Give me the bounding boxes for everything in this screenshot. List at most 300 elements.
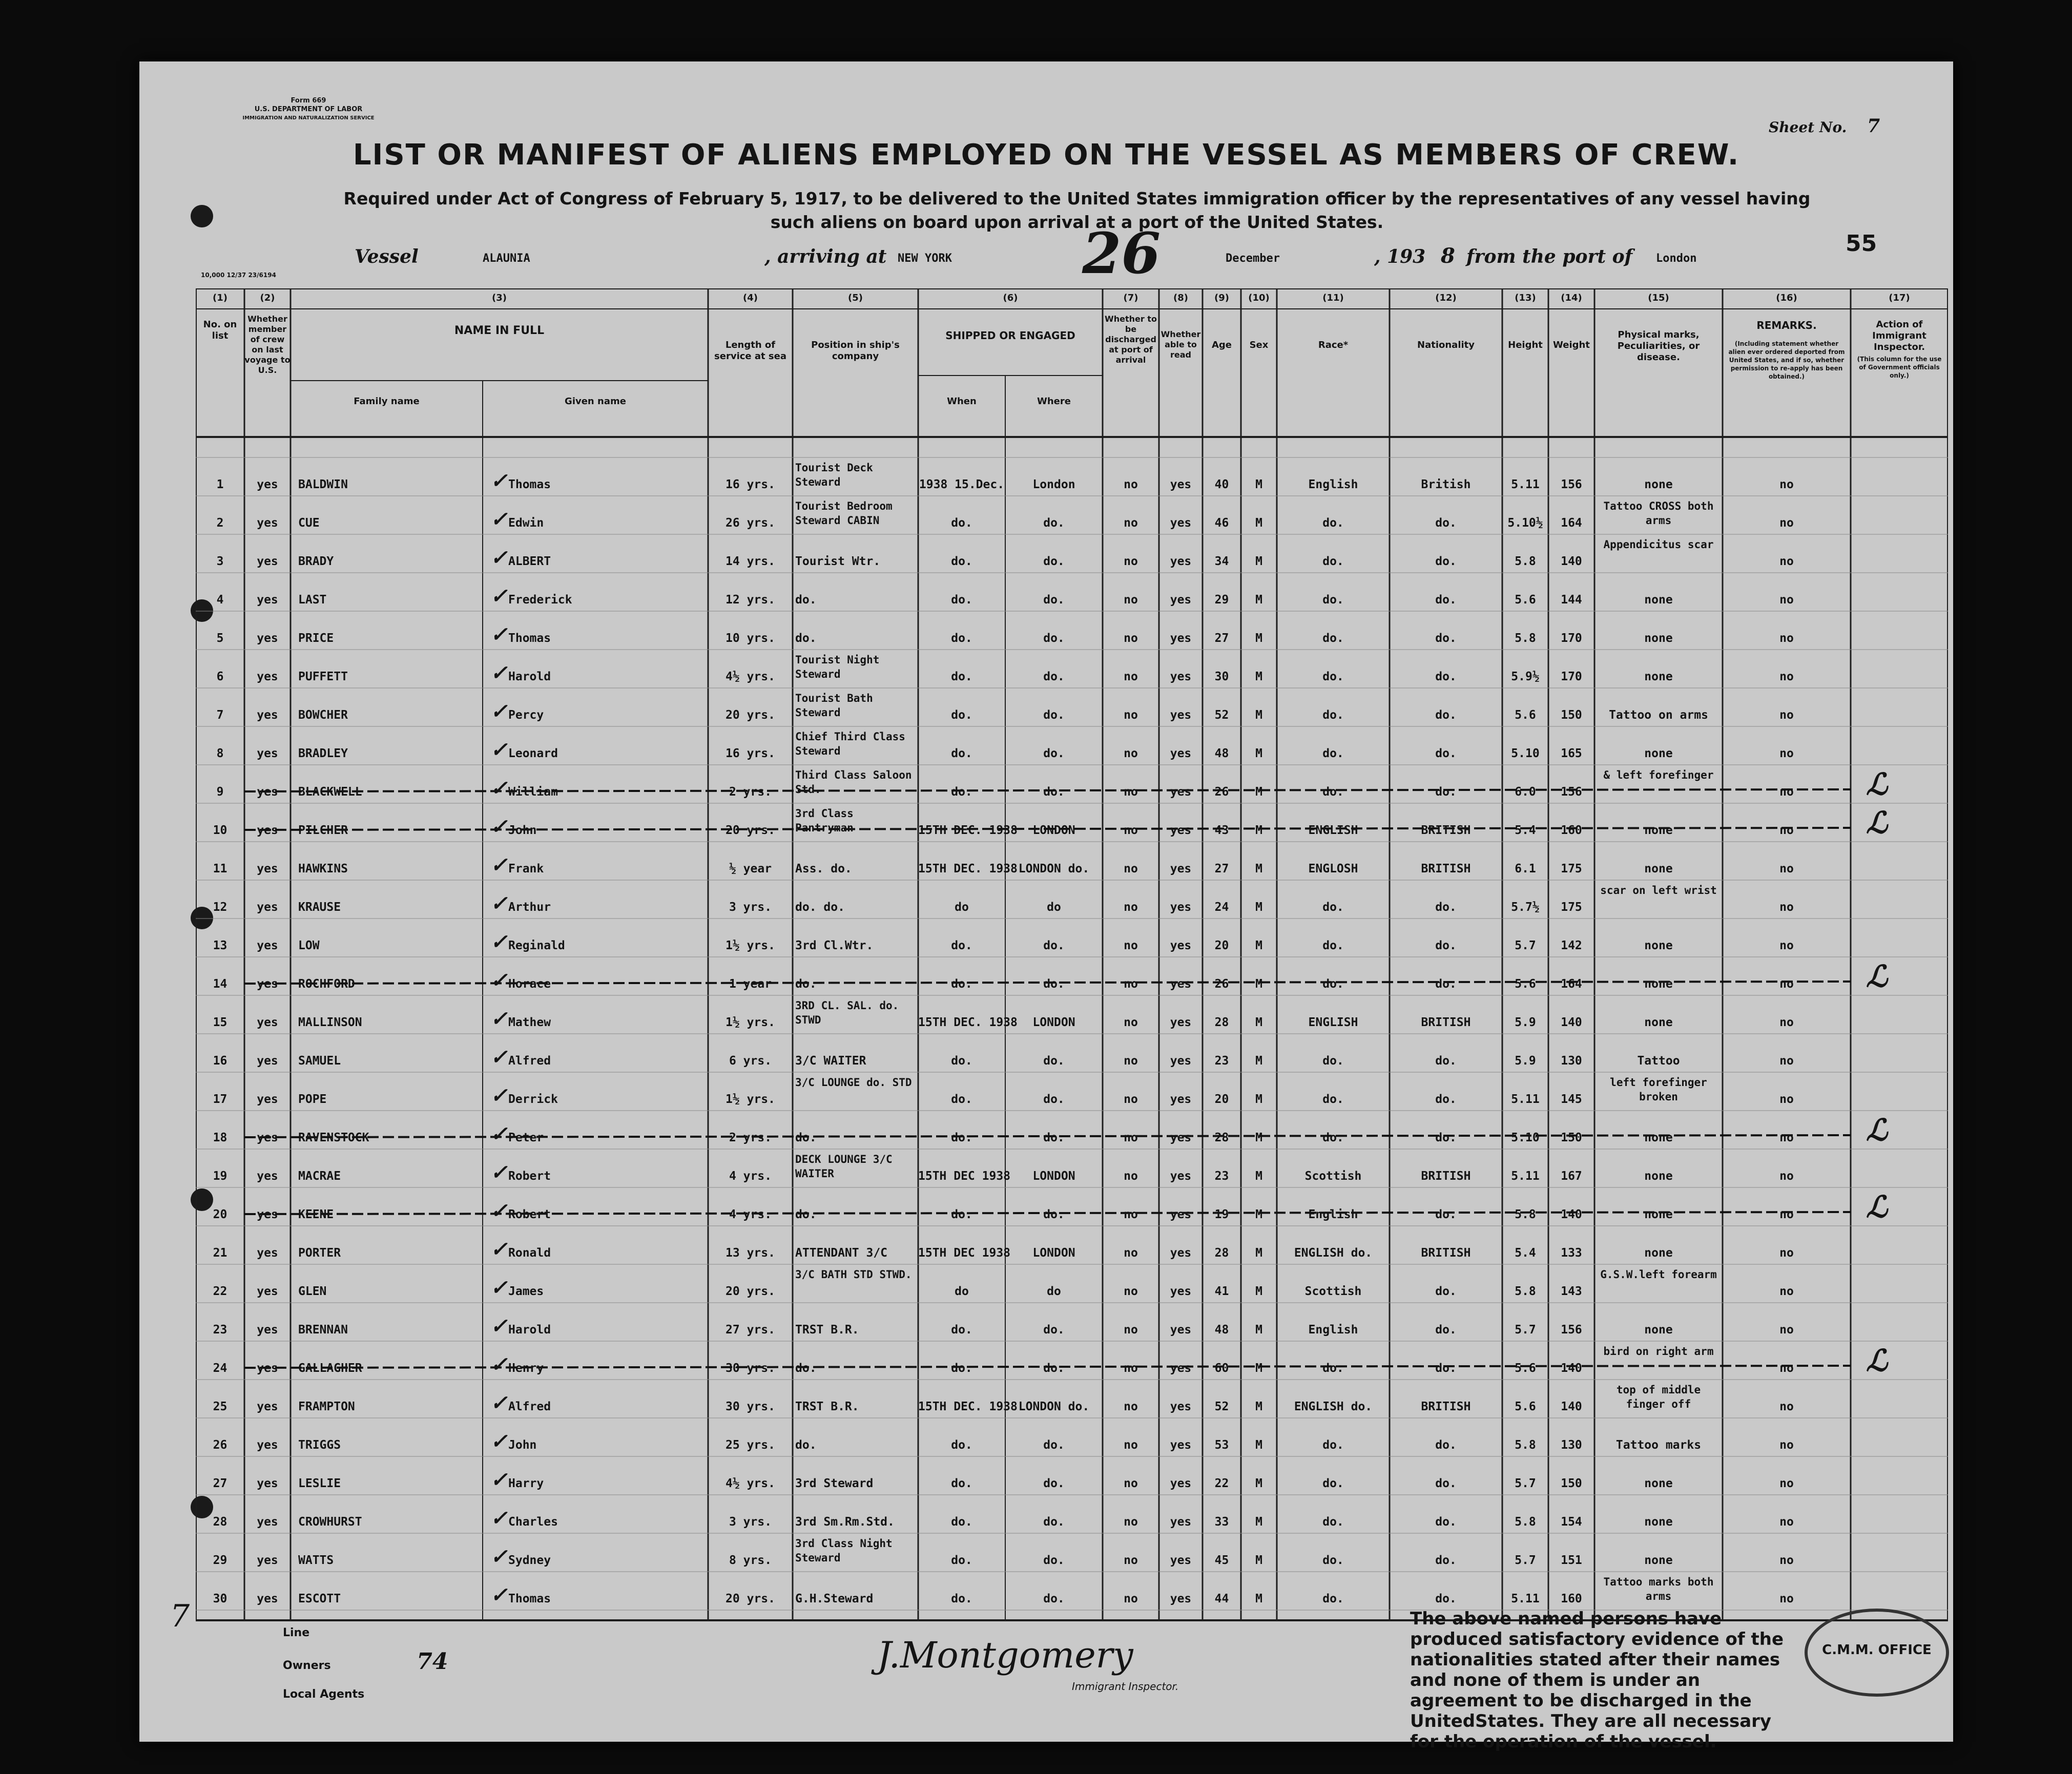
- cell-family: LOW: [298, 939, 320, 952]
- cell-last: yes: [257, 1016, 278, 1029]
- cell-read: yes: [1170, 708, 1192, 722]
- cell-where: do: [1047, 1285, 1061, 1298]
- cell-weight: 140: [1561, 1208, 1582, 1221]
- cell-family: PUFFETT: [298, 670, 348, 683]
- cell-no: 26: [213, 1438, 227, 1452]
- header-num-9: (9): [1214, 293, 1229, 303]
- cell-marks: none: [1644, 593, 1673, 607]
- cell-last: yes: [257, 785, 278, 799]
- cell-where: do: [1047, 901, 1061, 914]
- cell-marks: Tattoo CROSS both arms: [1603, 500, 1714, 527]
- cell-given: John: [508, 1438, 537, 1452]
- cell-no: 22: [213, 1285, 227, 1298]
- cell-when: 15TH DEC. 1938: [918, 824, 1018, 837]
- cell-remarks: no: [1779, 1438, 1794, 1452]
- cell-sex: M: [1255, 1323, 1262, 1337]
- check-mark-icon: ✓: [490, 546, 508, 570]
- check-mark-icon: ✓: [490, 968, 508, 992]
- cell-no: 7: [216, 708, 224, 722]
- cell-read: yes: [1170, 1093, 1192, 1106]
- cell-last: yes: [257, 1438, 278, 1452]
- cell-remarks: no: [1779, 901, 1794, 914]
- cell-position: do.: [795, 1131, 817, 1144]
- cell-service: 2 yrs.: [729, 1131, 772, 1144]
- cell-given: Harry: [508, 1477, 544, 1490]
- cell-sex: M: [1255, 1592, 1262, 1605]
- cell-given: Leonard: [508, 747, 558, 760]
- header-num-10: (10): [1248, 293, 1270, 303]
- cell-race: do.: [1322, 1554, 1344, 1567]
- cell-nationality: do.: [1435, 1477, 1457, 1490]
- year-label: , 193: [1374, 246, 1426, 267]
- cell-sex: M: [1255, 1285, 1262, 1298]
- check-mark-icon: ✓: [490, 1545, 508, 1569]
- cell-race: do.: [1322, 1131, 1344, 1144]
- cell-weight: 164: [1561, 977, 1582, 991]
- cell-age: 20: [1214, 939, 1229, 952]
- cell-position: Tourist Wtr.: [795, 555, 881, 568]
- cell-discharge: no: [1124, 1515, 1138, 1529]
- cell-read: yes: [1170, 1285, 1192, 1298]
- cell-given: Thomas: [508, 632, 551, 645]
- cell-weight: 150: [1561, 1131, 1582, 1144]
- cell-when: 15TH DEC 1938: [918, 1170, 1011, 1183]
- cell-nationality: do.: [1435, 747, 1457, 760]
- cell-read: yes: [1170, 1438, 1192, 1452]
- cell-remarks: no: [1779, 862, 1794, 875]
- cell-weight: 140: [1561, 1016, 1582, 1029]
- cell-discharge: no: [1124, 1438, 1138, 1452]
- page-subtitle: Required under Act of Congress of February 5, 1917, to be delivered to the United States immigration officer by the representatives of any vessel having such aliens on board upon arrival at a port of the United States.: [343, 189, 1811, 232]
- cell-remarks: no: [1779, 785, 1794, 799]
- cell-family: BRADLEY: [298, 747, 348, 760]
- cell-when: do.: [951, 747, 972, 760]
- cell-where: do.: [1043, 708, 1065, 722]
- header-shipped: SHIPPED OR ENGAGED: [945, 329, 1075, 342]
- cell-weight: 144: [1561, 593, 1582, 607]
- cell-read: yes: [1170, 824, 1192, 837]
- cell-height: 5.6: [1515, 1362, 1536, 1375]
- cell-nationality: do.: [1435, 516, 1457, 530]
- cell-discharge: no: [1124, 708, 1138, 722]
- cell-where: do.: [1043, 977, 1065, 991]
- cell-race: do.: [1322, 670, 1344, 683]
- cell-race: do.: [1322, 593, 1344, 607]
- cell-last: yes: [257, 901, 278, 914]
- cell-height: 5.8: [1515, 632, 1536, 645]
- cell-marks: none: [1644, 977, 1673, 991]
- cell-read: yes: [1170, 977, 1192, 991]
- inspector-initials-icon: ℒ: [1866, 805, 1888, 840]
- cell-position: ATTENDANT 3/C: [795, 1246, 888, 1260]
- cell-read: yes: [1170, 632, 1192, 645]
- cell-height: 5.11: [1511, 1592, 1540, 1605]
- cell-service: 20 yrs.: [726, 824, 775, 837]
- cell-no: 1: [216, 478, 224, 491]
- cell-sex: M: [1255, 1170, 1262, 1183]
- cell-when: do.: [951, 1131, 972, 1144]
- cell-no: 8: [216, 747, 224, 760]
- cell-given: Reginald: [508, 939, 565, 952]
- cell-given: Thomas: [508, 1592, 551, 1605]
- cell-weight: 167: [1561, 1170, 1582, 1183]
- cell-sex: M: [1255, 1477, 1262, 1490]
- cell-given: Arthur: [508, 901, 551, 914]
- form-number: Form 669: [291, 97, 326, 105]
- cell-given: Alfred: [508, 1400, 551, 1413]
- cell-height: 5.4: [1515, 824, 1536, 837]
- cell-nationality: British: [1421, 478, 1471, 491]
- cell-position: do.: [795, 977, 817, 991]
- cell-last: yes: [257, 1246, 278, 1260]
- cell-discharge: no: [1124, 862, 1138, 875]
- cell-remarks: no: [1779, 555, 1794, 568]
- cell-read: yes: [1170, 555, 1192, 568]
- cell-position: Chief Third Class Steward: [795, 731, 905, 757]
- cell-marks: none: [1644, 1016, 1673, 1029]
- cell-where: do.: [1043, 670, 1065, 683]
- cell-service: 8 yrs.: [729, 1554, 772, 1567]
- cell-age: 41: [1214, 1285, 1229, 1298]
- cell-family: RAVENSTOCK: [298, 1131, 369, 1144]
- cell-given: Edwin: [508, 516, 544, 530]
- cell-family: BLACKWELL: [298, 785, 362, 799]
- cell-marks: none: [1644, 1323, 1673, 1337]
- cell-where: do.: [1043, 1438, 1065, 1452]
- cell-service: 16 yrs.: [726, 478, 775, 491]
- cell-sex: M: [1255, 708, 1262, 722]
- cell-where: do.: [1043, 516, 1065, 530]
- cell-family: ESCOTT: [298, 1592, 341, 1605]
- header-num-13: (13): [1515, 293, 1536, 303]
- cell-where: do.: [1043, 939, 1065, 952]
- cell-age: 52: [1214, 1400, 1229, 1413]
- cell-family: PILCHER: [298, 824, 348, 837]
- cell-discharge: no: [1124, 1246, 1138, 1260]
- cell-service: 3 yrs.: [729, 1515, 772, 1529]
- cell-weight: 130: [1561, 1054, 1582, 1068]
- cell-age: 60: [1214, 1362, 1229, 1375]
- cell-no: 4: [216, 593, 224, 607]
- cell-family: WATTS: [298, 1554, 334, 1567]
- cell-height: 6.0: [1515, 785, 1536, 799]
- cell-nationality: do.: [1435, 632, 1457, 645]
- cell-marks: none: [1644, 939, 1673, 952]
- check-mark-icon: ✓: [490, 1237, 508, 1261]
- cell-race: do.: [1322, 1438, 1344, 1452]
- cell-when: 1938 15.Dec.: [919, 478, 1005, 491]
- cell-height: 5.8: [1515, 1285, 1536, 1298]
- cell-discharge: no: [1124, 1093, 1138, 1106]
- cell-race: do.: [1322, 1592, 1344, 1605]
- cell-remarks: no: [1779, 670, 1794, 683]
- cell-where: do.: [1043, 1362, 1065, 1375]
- cell-given: Ronald: [508, 1246, 551, 1260]
- cell-position: do.: [795, 1362, 817, 1375]
- cell-nationality: do.: [1435, 1515, 1457, 1529]
- cell-race: do.: [1322, 1054, 1344, 1068]
- check-mark-icon: ✓: [490, 1468, 508, 1492]
- cell-weight: 170: [1561, 670, 1582, 683]
- cell-remarks: no: [1779, 516, 1794, 530]
- cell-family: GALLAGHER: [298, 1362, 362, 1375]
- header-race: Race*: [1318, 340, 1349, 350]
- cell-marks: G.S.W.left forearm: [1600, 1268, 1717, 1281]
- cell-last: yes: [257, 1554, 278, 1567]
- cell-service: 10 yrs.: [726, 632, 775, 645]
- cell-position: TRST B.R.: [795, 1400, 859, 1413]
- inspector-label: Immigrant Inspector.: [1072, 1680, 1179, 1693]
- cell-no: 12: [213, 901, 227, 914]
- cell-marks: none: [1644, 747, 1673, 760]
- cell-given: Henry: [508, 1362, 544, 1375]
- cell-marks: none: [1644, 632, 1673, 645]
- check-mark-icon: ✓: [490, 1506, 508, 1530]
- cell-position: 3rd Cl.Wtr.: [795, 939, 874, 952]
- cell-age: 28: [1214, 1246, 1229, 1260]
- cell-when: do.: [951, 1323, 972, 1337]
- cell-read: yes: [1170, 862, 1192, 875]
- cell-no: 14: [213, 977, 227, 991]
- cell-age: 48: [1214, 1323, 1229, 1337]
- inspector-initials-icon: ℒ: [1866, 959, 1888, 994]
- cell-remarks: no: [1779, 1093, 1794, 1106]
- cell-age: 43: [1214, 824, 1229, 837]
- cell-read: yes: [1170, 1477, 1192, 1490]
- cell-age: 23: [1214, 1170, 1229, 1183]
- cell-family: LAST: [298, 593, 327, 607]
- check-mark-icon: ✓: [490, 661, 508, 685]
- cell-age: 48: [1214, 747, 1229, 760]
- cell-last: yes: [257, 516, 278, 530]
- cell-last: yes: [257, 939, 278, 952]
- cell-weight: 175: [1561, 901, 1582, 914]
- header-when: When: [947, 396, 977, 407]
- cell-height: 5.11: [1511, 1093, 1540, 1106]
- cell-no: 10: [213, 824, 227, 837]
- cell-service: 27 yrs.: [726, 1323, 775, 1337]
- footer-labels: [221, 1619, 448, 1709]
- cell-sex: M: [1255, 1362, 1262, 1375]
- cell-race: English: [1308, 1323, 1358, 1337]
- cell-marks: Tattoo marks both arms: [1603, 1576, 1714, 1602]
- cell-when: do: [955, 1285, 969, 1298]
- cell-discharge: no: [1124, 1323, 1138, 1337]
- cell-no: 20: [213, 1208, 227, 1221]
- cell-last: yes: [257, 1515, 278, 1529]
- check-mark-icon: ✓: [490, 1352, 508, 1376]
- cell-marks: Tattoo on arms: [1609, 708, 1708, 722]
- cell-read: yes: [1170, 1054, 1192, 1068]
- cell-when: do: [955, 901, 969, 914]
- inspector-initials-icon: ℒ: [1866, 1113, 1888, 1147]
- cell-height: 5.4: [1515, 1246, 1536, 1260]
- cell-where: do.: [1043, 1515, 1065, 1529]
- cell-age: 28: [1214, 1131, 1229, 1144]
- cell-nationality: BRITISH: [1421, 862, 1471, 875]
- header-num-5: (5): [848, 293, 863, 303]
- cell-weight: 150: [1561, 1477, 1582, 1490]
- cell-weight: 170: [1561, 632, 1582, 645]
- cell-age: 52: [1214, 708, 1229, 722]
- cell-race: English: [1308, 478, 1358, 491]
- line-label: Line: [283, 1626, 310, 1639]
- cell-where: LONDON: [1032, 1246, 1075, 1260]
- sheet-number: 7: [1867, 115, 1880, 137]
- margin-handwritten-number: 7: [170, 1598, 190, 1634]
- header-family: Family name: [354, 396, 420, 407]
- cell-nationality: do.: [1435, 1054, 1457, 1068]
- cell-nationality: BRITISH: [1421, 1170, 1471, 1183]
- check-mark-icon: ✓: [490, 1276, 508, 1300]
- header-service: Length of service at sea: [714, 340, 786, 362]
- cell-position: Tourist Deck Steward: [795, 462, 873, 488]
- cell-age: 19: [1214, 1208, 1229, 1221]
- header-weight: Weight: [1553, 340, 1590, 350]
- check-mark-icon: ✓: [490, 1314, 508, 1338]
- cell-where: LONDON: [1032, 1170, 1075, 1183]
- cell-nationality: do.: [1435, 785, 1457, 799]
- cell-where: do.: [1043, 747, 1065, 760]
- cell-sex: M: [1255, 1093, 1262, 1106]
- cell-nationality: do.: [1435, 1208, 1457, 1221]
- year-digit: 8: [1441, 244, 1455, 268]
- cell-nationality: BRITISH: [1421, 1016, 1471, 1029]
- cell-age: 20: [1214, 1093, 1229, 1106]
- cell-no: 3: [216, 555, 224, 568]
- cell-position: do.: [795, 632, 817, 645]
- owners-label: Owners 74: [283, 1648, 448, 1675]
- cell-last: yes: [257, 478, 278, 491]
- check-mark-icon: ✓: [490, 738, 508, 762]
- cell-age: 24: [1214, 901, 1229, 914]
- cell-last: yes: [257, 824, 278, 837]
- cell-service: 30 yrs.: [726, 1362, 775, 1375]
- header-num-3: (3): [492, 293, 507, 303]
- cell-height: 5.7: [1515, 1323, 1536, 1337]
- cell-height: 5.8: [1515, 1515, 1536, 1529]
- cell-discharge: no: [1124, 1285, 1138, 1298]
- header-remarks: REMARKS.: [1756, 319, 1817, 331]
- cell-remarks: no: [1779, 708, 1794, 722]
- cell-weight: 175: [1561, 862, 1582, 875]
- cell-nationality: do.: [1435, 1362, 1457, 1375]
- cell-remarks: no: [1779, 1054, 1794, 1068]
- cell-service: 26 yrs.: [726, 516, 775, 530]
- cell-discharge: no: [1124, 1592, 1138, 1605]
- cell-nationality: do.: [1435, 1131, 1457, 1144]
- inspector-initials-icon: ℒ: [1866, 1343, 1888, 1378]
- cell-given: Charles: [508, 1515, 558, 1529]
- cell-service: 30 yrs.: [726, 1400, 775, 1413]
- cell-sex: M: [1255, 1438, 1262, 1452]
- cell-where: do.: [1043, 1554, 1065, 1567]
- cell-when: do.: [951, 1515, 972, 1529]
- cell-position: 3/C WAITER: [795, 1054, 866, 1068]
- cell-when: 15TH DEC. 1938: [918, 862, 1018, 875]
- cell-position: Tourist Bedroom Steward CABIN: [795, 500, 893, 527]
- cell-nationality: do.: [1435, 1323, 1457, 1337]
- cell-given: Peter: [508, 1131, 544, 1144]
- cell-marks: Tattoo marks: [1615, 1438, 1702, 1452]
- cell-marks: left forefinger broken: [1610, 1076, 1707, 1103]
- cell-service: 4 yrs.: [729, 1208, 772, 1221]
- cell-family: KRAUSE: [298, 901, 341, 914]
- cell-position: Ass. do.: [795, 862, 852, 875]
- cell-age: 23: [1214, 1054, 1229, 1068]
- cell-given: Harold: [508, 1323, 551, 1337]
- cell-family: POPE: [298, 1093, 327, 1106]
- cell-given: Frederick: [508, 593, 572, 607]
- cell-position: 3RD CL. SAL. do. STWD: [795, 999, 899, 1026]
- margin-number: 55: [1846, 231, 1877, 257]
- header-name: NAME IN FULL: [454, 324, 545, 337]
- form-header-block: [232, 96, 385, 122]
- cell-race: ENGLISH: [1308, 824, 1358, 837]
- cell-service: 14 yrs.: [726, 555, 775, 568]
- cell-age: 46: [1214, 516, 1229, 530]
- cell-service: 4½ yrs.: [726, 670, 775, 683]
- cell-race: do.: [1322, 708, 1344, 722]
- cell-remarks: no: [1779, 1554, 1794, 1567]
- cell-when: do.: [951, 1208, 972, 1221]
- cell-family: CUE: [298, 516, 320, 530]
- cell-when: do.: [951, 632, 972, 645]
- cell-no: 13: [213, 939, 227, 952]
- cell-no: 16: [213, 1054, 227, 1068]
- cell-service: 20 yrs.: [726, 1592, 775, 1605]
- header-discharge: Whether to be discharged at port of arrival: [1105, 314, 1157, 365]
- cell-remarks: no: [1779, 478, 1794, 491]
- cell-given: Alfred: [508, 1054, 551, 1068]
- service-name: IMMIGRATION AND NATURALIZATION SERVICE: [242, 115, 375, 121]
- agents-label: Local Agents: [283, 1688, 365, 1701]
- header-remarks-note: (Including statement whether alien ever ordered deported from United States, and if so, whether permission to re-apply has been obtained.): [1728, 340, 1845, 380]
- cell-sex: M: [1255, 1131, 1262, 1144]
- cell-height: 6.1: [1515, 862, 1536, 875]
- cell-family: TRIGGS: [298, 1438, 341, 1452]
- cell-marks: top of middle finger off: [1616, 1384, 1701, 1410]
- cell-marks: none: [1644, 1131, 1673, 1144]
- cell-position: 3/C BATH STD STWD.: [795, 1268, 912, 1281]
- cell-given: Robert: [508, 1208, 551, 1221]
- cell-family: CROWHURST: [298, 1515, 362, 1529]
- cell-weight: 151: [1561, 1554, 1582, 1567]
- cell-given: Sydney: [508, 1554, 551, 1567]
- header-action-note: (This column for the use of Government officials only.): [1857, 356, 1942, 379]
- cell-sex: M: [1255, 1515, 1262, 1529]
- cell-marks: & left forefinger: [1603, 769, 1714, 781]
- cell-nationality: BRITISH: [1421, 824, 1471, 837]
- cell-remarks: no: [1779, 1323, 1794, 1337]
- cell-age: 34: [1214, 555, 1229, 568]
- crew-table: [196, 288, 1948, 1677]
- check-mark-icon: ✓: [490, 1391, 508, 1415]
- cell-when: do.: [951, 785, 972, 799]
- cell-position: do. do.: [795, 901, 845, 914]
- cell-sex: M: [1255, 555, 1262, 568]
- cell-discharge: no: [1124, 939, 1138, 952]
- check-mark-icon: ✓: [490, 1429, 508, 1453]
- cell-position: 3/C LOUNGE do. STD: [795, 1076, 912, 1089]
- cell-discharge: no: [1124, 670, 1138, 683]
- check-mark-icon: ✓: [490, 469, 508, 493]
- cell-where: LONDON: [1032, 824, 1075, 837]
- cell-family: BRADY: [298, 555, 334, 568]
- cell-height: 5.10: [1511, 747, 1540, 760]
- cell-when: do.: [951, 1592, 972, 1605]
- cell-service: 12 yrs.: [726, 593, 775, 607]
